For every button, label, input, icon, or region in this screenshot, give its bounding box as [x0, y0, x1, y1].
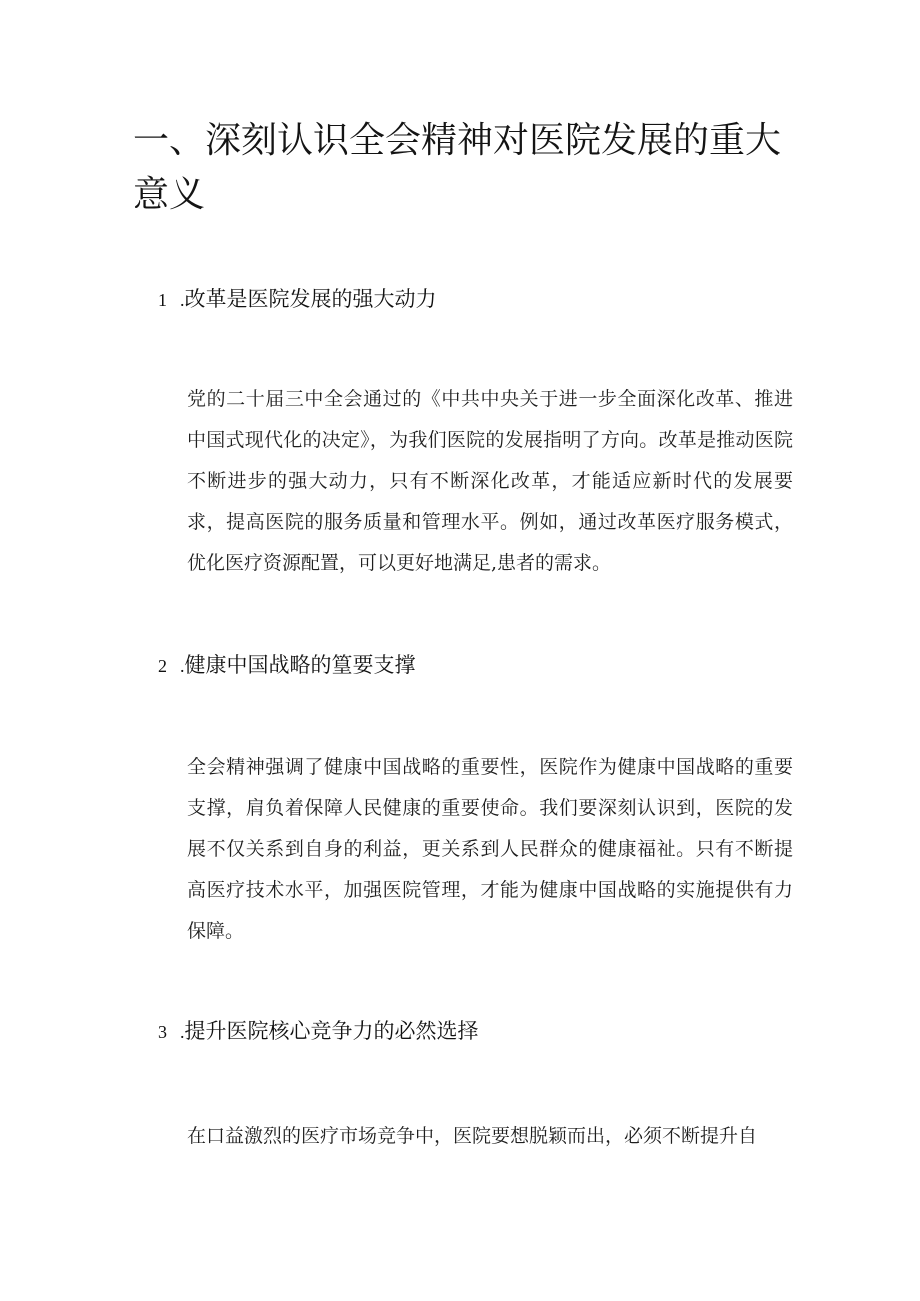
section-number: 1	[158, 290, 167, 310]
section-separator: .	[180, 290, 185, 310]
section-heading-text: 健康中国战略的篁要支撑	[184, 653, 416, 677]
section-paragraph-1: 党的二十届三中全会通过的《中共中央关于进一步全面深化改革、推进中国式现代化的决定》，为我们医院的发展指明了方向。改革是推动医院不断进步的强大动力，只有不断深化改革，才能适应新时代的发展要求，提高医院的服务质量和管理水平。例如，通过改革医疗服务模式，优化医疗资源配置，可以更好地满足,患者的需求。	[187, 388, 793, 574]
section-paragraph-2: 全会精神强调了健康中国战略的重要性，医院作为健康中国战略的重要支撑，肩负着保障人民健康的重要使命。我们要深刻认识到，医院的发展不仅关系到自身的利益，更关系到人民群众的健康福祉。只有不断提高医疗技术水平，加强医院管理，才能为健康中国战略的实施提供有力保障。	[187, 756, 793, 942]
section-separator: .	[180, 1022, 185, 1042]
section-heading-2	[158, 650, 416, 681]
section-paragraph-3: 在口益激烈的医疗市场竞争中，医院要想脱颖而出，必须不断提升自	[187, 1125, 758, 1147]
section-number: 3	[158, 1022, 167, 1042]
section-heading-3	[158, 1016, 479, 1047]
section-heading-1	[158, 284, 437, 315]
section-separator: .	[180, 656, 185, 676]
page-title: 一、深刻认识全会精神对医院发展的重大意义	[133, 120, 782, 215]
section-heading-text: 提升医院核心竞争力的必然选择	[184, 1019, 479, 1043]
section-number: 2	[158, 656, 167, 676]
section-heading-text: 改革是医院发展的强大动力	[184, 287, 437, 311]
